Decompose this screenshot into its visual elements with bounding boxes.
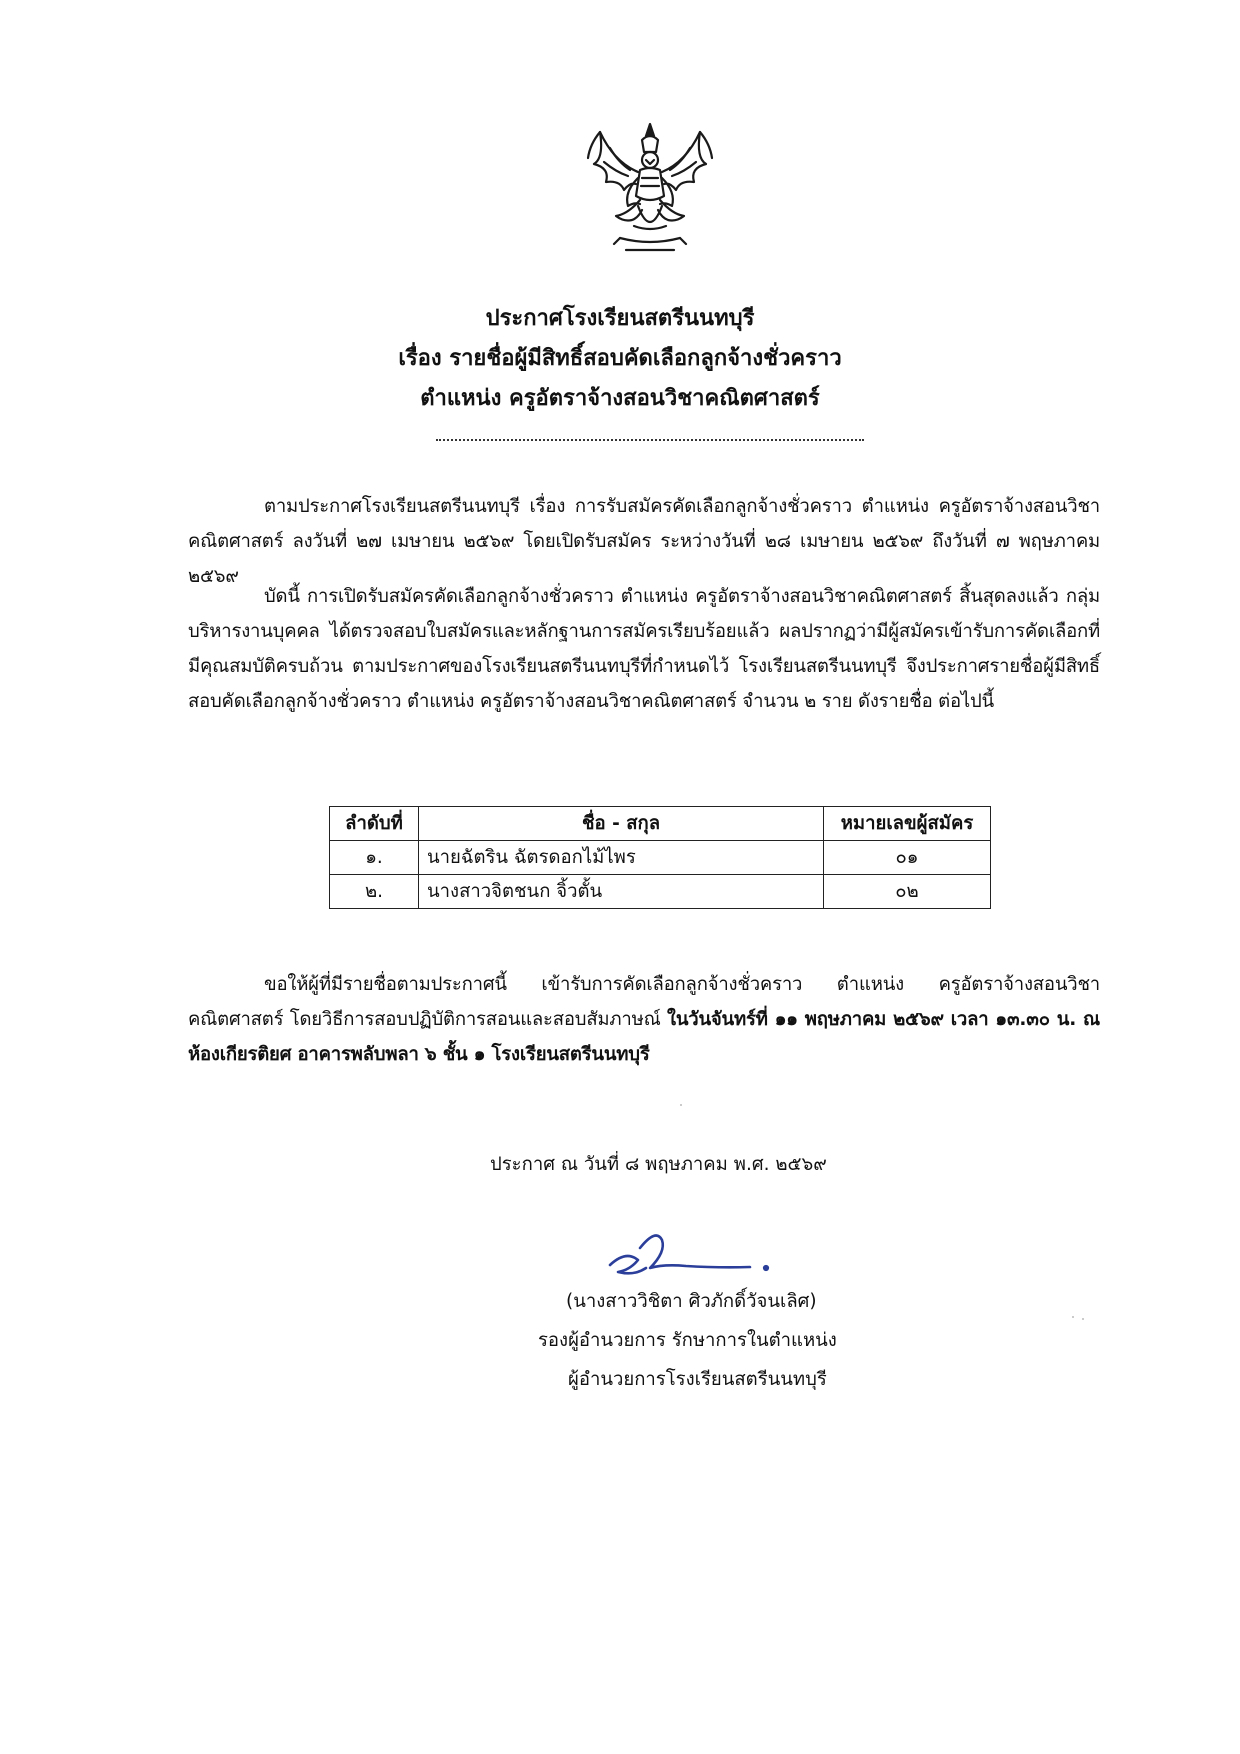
table-row bbox=[330, 875, 991, 909]
paragraph-exam-details bbox=[188, 967, 1100, 1072]
row-applicant-number: ๐๑ bbox=[824, 841, 991, 875]
scan-speck bbox=[1072, 1316, 1074, 1318]
signer-name: (นางสาววิชิตา ศิวภักดิ์วัจนเลิศ) bbox=[566, 1291, 817, 1312]
table-header-row bbox=[330, 807, 991, 841]
announcement-subject: เรื่อง รายชื่อผู้มีสิทธิ์สอบคัดเลือกลูกจ้างชั่วคราว bbox=[398, 346, 842, 371]
signer-position: รองผู้อำนวยการ รักษาการในตำแหน่ง bbox=[538, 1330, 837, 1351]
announcement-date: ประกาศ ณ วันที่ ๘ พฤษภาคม พ.ศ. ๒๕๖๙ bbox=[490, 1154, 827, 1175]
column-header-applicant-number: หมายเลขผู้สมัคร bbox=[824, 807, 991, 841]
announcement-title: ประกาศโรงเรียนสตรีนนทบุรี bbox=[485, 306, 755, 331]
paragraph-exam-details-text: ขอให้ผู้ที่มีรายชื่อตามประกาศนี้ เข้ารับการคัดเลือกลูกจ้างชั่วคราว ตำแหน่ง ครูอัตราจ้างสอนวิชาคณิตศาสตร์ โดยวิธีการสอบปฏิบัติการสอนและสอบสัมภาษณ์ bbox=[188, 974, 1100, 1030]
table-row bbox=[330, 841, 991, 875]
title-divider bbox=[436, 439, 864, 441]
scan-speck bbox=[680, 1104, 682, 1106]
row-name: นางสาวจิตชนก จิ้วตั้น bbox=[419, 875, 824, 909]
row-order: ๑. bbox=[330, 841, 419, 875]
row-applicant-number: ๐๒ bbox=[824, 875, 991, 909]
signature-icon bbox=[600, 1210, 780, 1290]
row-order: ๒. bbox=[330, 875, 419, 909]
column-header-name: ชื่อ - สกุล bbox=[419, 807, 824, 841]
paragraph-announcement-text: บัดนี้ การเปิดรับสมัครคัดเลือกลูกจ้างชั่วคราว ตำแหน่ง ครูอัตราจ้างสอนวิชาคณิตศาสตร์ สิ้นสุดลงแล้ว กลุ่มบริหารงานบุคคล ได้ตรวจสอบใบสมัครและหลักฐานการสมัครเรียบร้อยแล้ว ผลปรากฏว่ามีผู้สมัครเข้ารับการคัดเลือกที่มีคุณสมบัติครบถ้วน ตามประกาศของโรงเรียนสตรีนนทบุรีที่กำหนดไว้ โรงเรียนสตรีนนทบุรี จึงประกาศรายชื่อผู้มีสิทธิ์สอบคัดเลือกลูกจ้างชั่วคราว ตำแหน่ง ครูอัตราจ้างสอนวิชาคณิตศาสตร์ จำนวน ๒ ราย ดังรายชื่อ ต่อไปนี้ bbox=[188, 586, 1100, 712]
signer-position-acting: ผู้อำนวยการโรงเรียนสตรีนนทบุรี bbox=[568, 1369, 827, 1390]
row-name: นายฉัตริน ฉัตรดอกไม้ไพร bbox=[419, 841, 824, 875]
paragraph-announcement bbox=[188, 579, 1100, 719]
paragraph-reference-text: ตามประกาศโรงเรียนสตรีนนทบุรี เรื่อง การรับสมัครคัดเลือกลูกจ้างชั่วคราว ตำแหน่ง ครูอัตราจ้างสอนวิชาคณิตศาสตร์ ลงวันที่ ๒๗ เมษายน ๒๕๖๙ โดยเปิดรับสมัคร ระหว่างวันที่ ๒๘ เมษายน ๒๕๖๙ ถึงวันที่ ๗ พฤษภาคม ๒๕๖๙ bbox=[188, 496, 1100, 587]
announcement-position: ตำแหน่ง ครูอัตราจ้างสอนวิชาคณิตศาสตร์ bbox=[420, 386, 820, 411]
column-header-order: ลำดับที่ bbox=[330, 807, 419, 841]
scan-speck bbox=[1082, 1318, 1084, 1320]
garuda-emblem-icon bbox=[580, 118, 720, 268]
exam-date-location: ในวันจันทร์ที่ ๑๑ พฤษภาคม ๒๕๖๙ เวลา ๑๓.๓๐ น. ณ ห้องเกียรติยศ อาคารพลับพลา ๖ ชั้น ๑ โรงเรียนสตรีนนทบุรี bbox=[188, 1009, 1100, 1065]
applicant-table bbox=[329, 806, 991, 909]
